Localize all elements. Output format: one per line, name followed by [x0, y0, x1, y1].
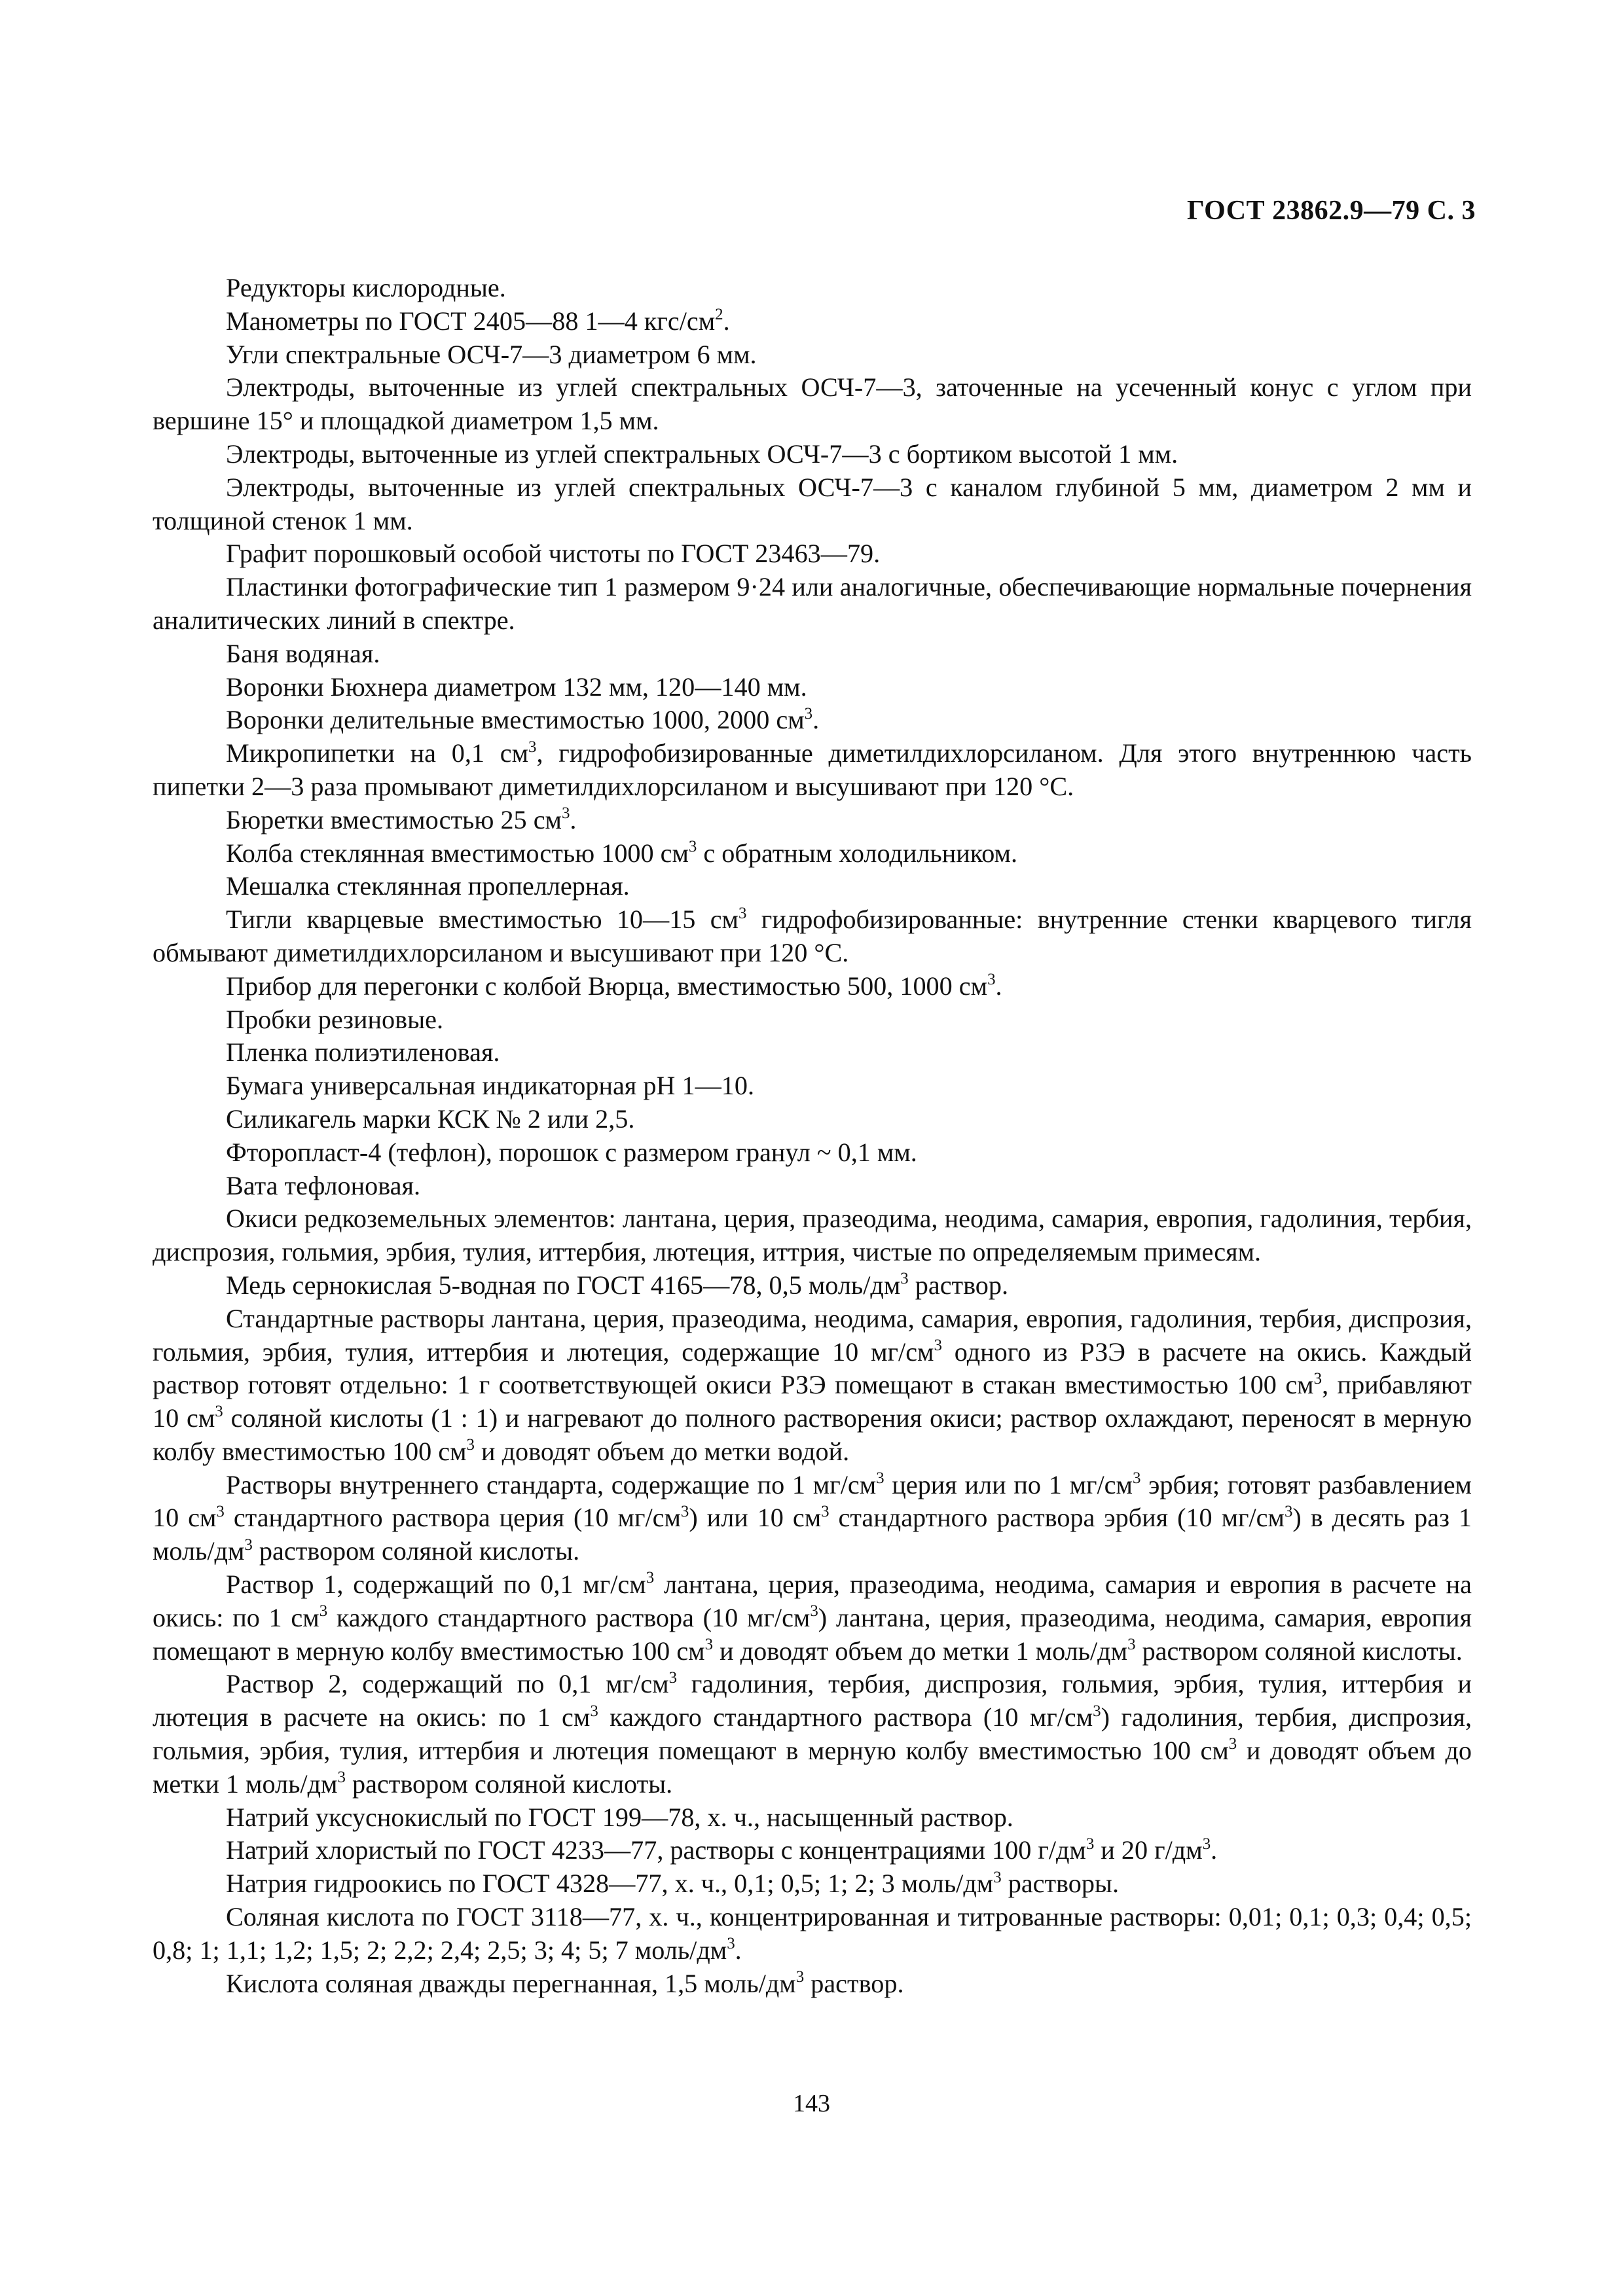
- paragraph: Манометры по ГОСТ 2405—88 1—4 кгс/$см^2$.: [226, 306, 730, 336]
- paragraph: Воронки делительные вместимостью 1000, 2000 $см^3$.: [226, 704, 820, 735]
- paragraph: Бумага универсальная индикаторная pH 1—10.: [226, 1071, 755, 1101]
- body-text: [153, 272, 1472, 2000]
- paragraph: Раствор 1, содержащий по 0,1 $мг/см^3$ лантана, церия, празеодима, неодима, самария и европия в расчете на окись: по 1 $см^3$ каждого стандартного раствора (10 $мг/см^3$) лантана, церия, празеодима, неодима, самария, европия помещают в мерную колбу вместимостью 100 $см^3$ и доводят объем до метки 1 моль/$дм^3$ раствором соляной кислоты.: [153, 1569, 1472, 1666]
- paragraph: Электроды, выточенные из углей спектральных ОСЧ-7—3, заточенные на усеченный конус с углом при вершине 15° и площадкой диаметром 1,5 мм.: [153, 372, 1472, 436]
- page-header: ГОСТ 23862.9—79 С. 3: [1186, 196, 1476, 226]
- page-number: 143: [793, 2090, 830, 2117]
- paragraph: Редукторы кислородные.: [226, 273, 506, 302]
- paragraph: Бюретки вместимостью 25 $см^3$.: [226, 804, 577, 834]
- paragraph: Колба стеклянная вместимостью 1000 $см^3$ с обратным холодильником.: [226, 837, 1018, 868]
- paragraph: Воронки Бюхнера диаметром 132 мм, 120—140 мм.: [226, 672, 807, 702]
- paragraph: Пробки резиновые.: [226, 1004, 443, 1034]
- paragraph: Пластинки фотографические тип 1 размером 9·24 или аналогичные, обеспечивающие нормальные почернения аналитических линий в спектре.: [153, 572, 1472, 635]
- paragraph: Фторопласт-4 (тефлон), порошок с размером гранул ~ 0,1 мм.: [226, 1137, 917, 1167]
- paragraph: Натрия гидроокись по ГОСТ 4328—77, х. ч., 0,1; 0,5; 1; 2; 3 моль/$дм^3$ растворы.: [226, 1868, 1119, 1899]
- paragraph: Вата тефлоновая.: [226, 1170, 421, 1200]
- paragraph: Раствор 2, содержащий по 0,1 $мг/см^3$ гадолиния, тербия, диспрозия, гольмия, эрбия, тулия, иттербия и лютеция в расчете на окись: по 1 $см^3$ каждого стандартного раствора (10 $мг/см^3$) гадолиния, тербия, диспрозия, гольмия, эрбия, тулия, иттербия и лютеция помещают в мерную колбу вместимостью 100 $см^3$ и доводят объем до метки 1 моль/$дм^3$ раствором соляной кислоты.: [153, 1668, 1472, 1799]
- paragraph: Кислота соляная дважды перегнанная, 1,5 моль/$дм^3$ раствор.: [226, 1968, 904, 1998]
- paragraph: Электроды, выточенные из углей спектральных ОСЧ-7—3 с бортиком высотой 1 мм.: [226, 439, 1178, 469]
- paragraph: Прибор для перегонки с колбой Вюрца, вместимостью 500, 1000 $см^3$.: [226, 971, 1002, 1001]
- paragraph: Тигли кварцевые вместимостью 10—15 $см^3$ гидрофобизированные: внутренние стенки кварцевого тигля обмывают диметилдихлорсиланом и высушивают при 120 °С.: [153, 904, 1472, 967]
- paragraph: Натрий уксуснокислый по ГОСТ 199—78, х. ч., насыщенный раствор.: [226, 1802, 1013, 1832]
- paragraph: Силикагель марки КСК № 2 или 2,5.: [226, 1103, 635, 1134]
- paragraph: Окиси редкоземельных элементов: лантана, церия, празеодима, неодима, самария, европия, гадолиния, тербия, диспрозия, гольмия, эрбия, тулия, иттербия, лютеция, иттрия, чистые по определяемым примесям.: [153, 1204, 1472, 1267]
- paragraph: Электроды, выточенные из углей спектральных ОСЧ-7—3 с каналом глубиной 5 мм, диаметром 2 мм и толщиной стенок 1 мм.: [153, 472, 1472, 535]
- paragraph: Угли спектральные ОСЧ-7—3 диаметром 6 мм.: [226, 339, 757, 369]
- paragraph: Мешалка стеклянная пропеллерная.: [226, 871, 630, 901]
- paragraph: Растворы внутреннего стандарта, содержащие по 1 $мг/см^3$ церия или по 1 $мг/см^3$ эрбия; готовят разбавлением 10 $см^3$ стандартного раствора церия (10 $мг/см^3$) или 10 $см^3$ стандартного раствора эрбия (10 $мг/см^3$) в десять раз 1 моль/$дм^3$ раствором соляной кислоты.: [153, 1469, 1472, 1566]
- paragraph: Графит порошковый особой чистоты по ГОСТ 23463—79.: [226, 539, 881, 569]
- paragraph: Стандартные растворы лантана, церия, празеодима, неодима, самария, европия, гадолиния, тербия, диспрозия, гольмия, эрбия, тулия, иттербия и лютеция, содержащие 10 $мг/см^3$ одного из РЗЭ в расчете на окись. Каждый раствор готовят отдельно: 1 г соответствующей окиси РЗЭ помещают в стакан вместимостью 100 $см^3$, прибавляют 10 $см^3$ соляной кислоты (1 : 1) и нагревают до полного растворения окиси; раствор охлаждают, переносят в мерную колбу вместимостью 100 $см^3$ и доводят объем до метки водой.: [153, 1303, 1472, 1466]
- paragraph: Натрий хлористый по ГОСТ 4233—77, растворы с концентрациями 100 $г/дм^3$ и 20 $г/дм^3$.: [226, 1835, 1218, 1865]
- paragraph: Медь сернокислая 5-водная по ГОСТ 4165—78, 0,5 моль/$дм^3$ раствор.: [226, 1270, 1009, 1300]
- paragraph: Баня водяная.: [226, 638, 380, 668]
- paragraph: Соляная кислота по ГОСТ 3118—77, х. ч., концентрированная и титрованные растворы: 0,01; 0,1; 0,3; 0,4; 0,5; 0,8; 1; 1,1; 1,2; 1,5; 2; 2,2; 2,4; 2,5; 3; 4; 5; 7 моль/$дм^3$.: [153, 1902, 1472, 1965]
- paragraph: Микропипетки на 0,1 $см^3$, гидрофобизированные диметилдихлорсиланом. Для этого внутреннюю часть пипетки 2—3 раза промывают диметилдихлорсиланом и высушивают при 120 °С.: [153, 738, 1472, 801]
- paragraph: Пленка полиэтиленовая.: [226, 1037, 500, 1067]
